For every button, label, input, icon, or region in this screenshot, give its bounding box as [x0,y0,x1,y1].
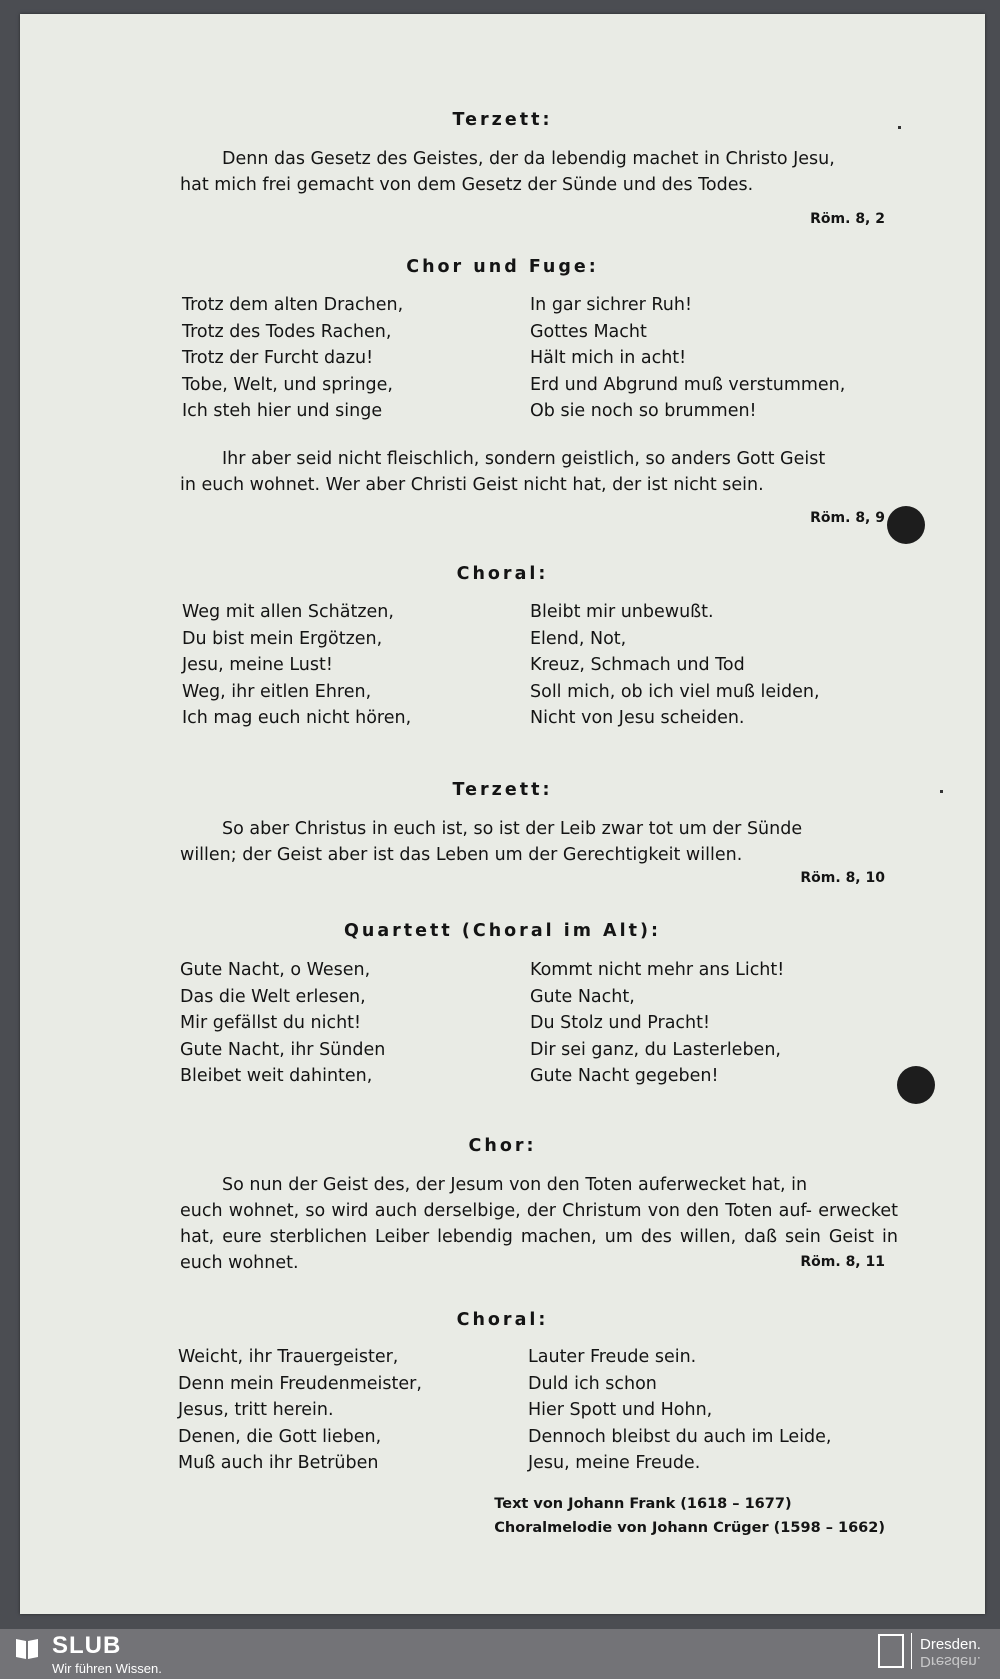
margin-mark [940,790,943,793]
verse-right-column [530,599,820,732]
paragraph [180,1172,898,1276]
section-heading: Terzett: [452,110,553,130]
verse-line: Kreuz, Schmach und Tod [530,655,745,675]
verse-line: Duld ich schon [528,1373,657,1394]
paragraph-line: erwecket hat, eure sterblichen Leiber lebendig machen, um des willen, daß [180,1201,898,1247]
verse-line: Kommt nicht mehr ans Licht! [530,960,785,980]
verse-line: Trotz der Furcht dazu! [182,348,374,368]
verse-line: Gute Nacht, ihr Sünden [180,1039,386,1060]
verse-line: Bleibet weit dahinten, [180,1066,373,1086]
verse-line: Muß auch ihr Betrüben [178,1453,379,1473]
verse-line: Gute Nacht gegeben! [530,1066,719,1086]
dresden-logo-mirror: Dresden. [920,1653,981,1670]
dresden-crest-icon [878,1634,904,1668]
verse-line: Denen, die Gott lieben, [178,1426,382,1447]
verse-line: Jesu, meine Lust! [182,655,333,675]
verse-line: Nicht von Jesu scheiden. [530,708,745,728]
verse-line: In gar sichrer Ruh! [530,295,693,315]
dresden-logo-text: Dresden. [920,1636,981,1653]
punch-hole-upper [887,506,925,544]
verse-left-column [182,292,403,425]
punch-hole-lower [897,1066,935,1104]
verse-line: Dennoch bleibst du auch im Leide, [528,1426,832,1447]
verse-line: Du Stolz und Pracht! [530,1013,711,1033]
paragraph-line: in euch wohnet. Wer aber Christi Geist nicht hat, der ist nicht sein. [180,475,764,495]
verse-line: Weicht, ihr Trauergeister, [178,1347,399,1367]
verse-line: Mir gefällst du nicht! [180,1013,362,1033]
paragraph-line: euch wohnet, so wird auch derselbige, der Christum von den Toten auf- [180,1201,812,1221]
bible-reference: Röm. 8, 11 [800,1254,885,1270]
footer-divider [911,1633,912,1669]
paragraph-line: Denn das Gesetz des Geistes, der da lebendig machet in Christo Jesu, [222,149,835,169]
bible-reference: Röm. 8, 10 [800,870,885,886]
verse-line: Das die Welt erlesen, [180,986,366,1007]
verse-line: Erd und Abgrund muß verstummen, [530,374,846,395]
paragraph [180,816,898,868]
slub-brand: SLUB [52,1632,122,1659]
section-heading: Terzett: [452,780,553,800]
section-heading: Choral: [456,1310,549,1330]
verse-line: Lauter Freude sein. [528,1347,697,1367]
verse-line: Elend, Not, [530,628,627,649]
credit-melody-author: Choralmelodie von Johann Crüger (1598 – 1662) [494,1520,885,1536]
verse-line: Bleibt mir unbewußt. [530,602,714,622]
document-page [20,14,985,1614]
verse-line: Weg mit allen Schätzen, [182,602,394,622]
verse-line: Trotz dem alten Drachen, [182,295,404,315]
verse-line: Jesu, meine Freude. [528,1453,701,1473]
verse-right-column [530,957,784,1090]
paragraph-line: hat mich frei gemacht von dem Gesetz der Sünde und des Todes. [180,175,754,195]
verse-line: Denn mein Freudenmeister, [178,1373,422,1394]
verse-right-column [530,292,845,425]
bible-reference: Röm. 8, 9 [810,510,885,526]
section-heading: Choral: [456,564,549,584]
verse-line: Soll mich, ob ich viel muß leiden, [530,681,820,702]
section-heading: Chor: [468,1136,537,1156]
paragraph-line: So nun der Geist des, der Jesum von den Toten auferwecket hat, in [222,1175,808,1195]
verse-line: Gottes Macht [530,321,647,342]
paragraph-line: sein Geist in euch wohnet. [180,1227,898,1273]
credit-text-author: Text von Johann Frank (1618 – 1677) [494,1496,792,1512]
verse-line: Gute Nacht, [530,986,635,1007]
section-heading: Chor und Fuge: [406,257,599,277]
verse-line: Dir sei ganz, du Lasterleben, [530,1039,781,1060]
paragraph-line: willen; der Geist aber ist das Leben um der Gerechtigkeit willen. [180,845,743,865]
verse-line: Gute Nacht, o Wesen, [180,960,371,980]
verse-right-column [528,1344,832,1477]
credits [494,1492,885,1540]
verse-line: Tobe, Welt, und springe, [182,374,393,395]
verse-line: Du bist mein Ergötzen, [182,628,383,649]
slub-logo-icon [14,1637,40,1661]
bible-reference: Röm. 8, 2 [810,211,885,227]
verse-left-column [178,1344,422,1477]
paragraph [180,446,898,498]
verse-left-column [180,957,385,1090]
verse-line: Hält mich in acht! [530,348,687,368]
paragraph [180,146,898,198]
paragraph-line: Ihr aber seid nicht fleischlich, sondern geistlich, so anders Gott Geist [222,449,826,469]
verse-left-column [182,599,411,732]
verse-line: Ob sie noch so brummen! [530,401,757,421]
verse-line: Trotz des Todes Rachen, [182,321,392,342]
verse-line: Weg, ihr eitlen Ehren, [182,681,372,702]
verse-line: Ich mag euch nicht hören, [182,708,412,728]
paragraph-line: So aber Christus in euch ist, so ist der Leib zwar tot um der Sünde [222,819,803,839]
verse-line: Ich steh hier und singe [182,401,383,421]
margin-mark [898,126,901,129]
verse-line: Hier Spott und Hohn, [528,1400,713,1420]
verse-line: Jesus, tritt herein. [178,1400,334,1420]
section-heading: Quartett (Choral im Alt): [344,921,661,941]
slub-tagline: Wir führen Wissen. [52,1661,162,1676]
